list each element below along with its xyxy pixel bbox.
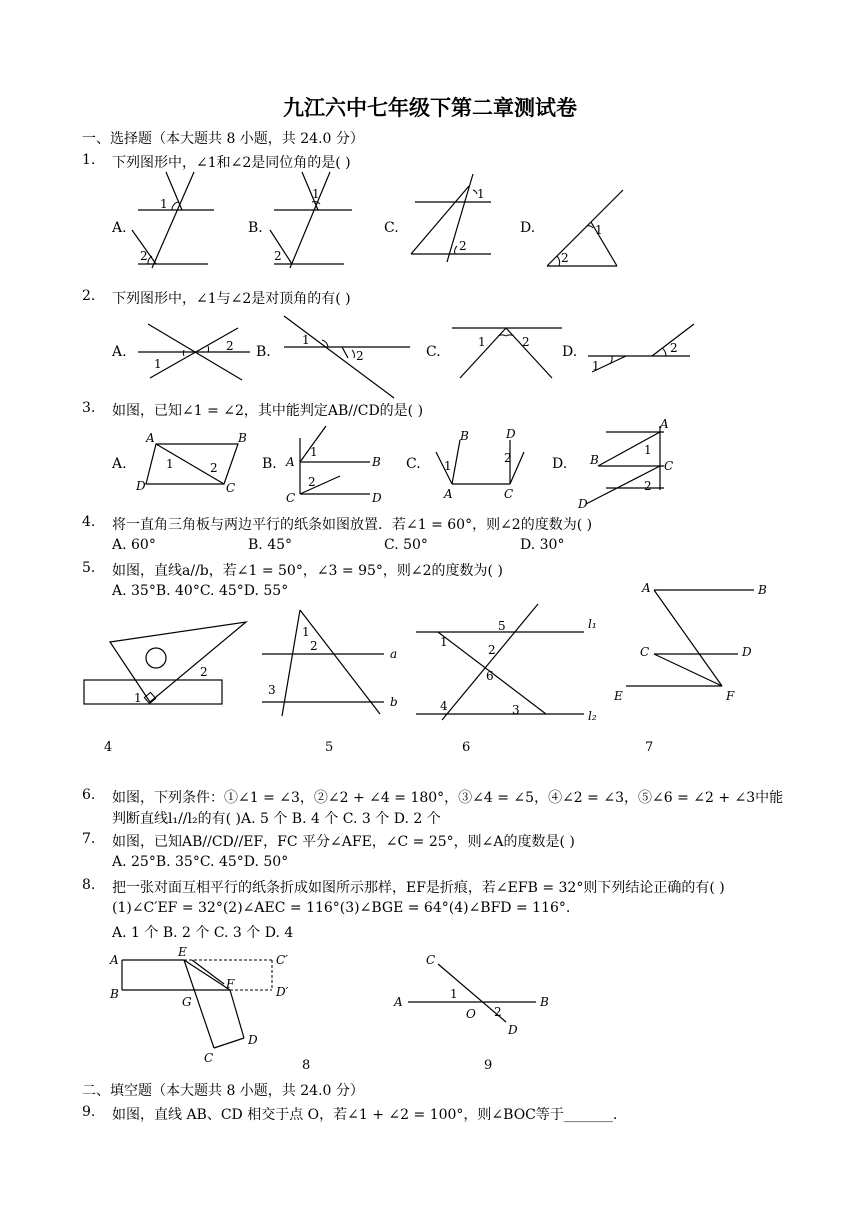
q1-option-a: A. — [112, 220, 127, 236]
fig-label: 2 — [494, 1005, 502, 1019]
fig-label: 1 — [592, 359, 600, 373]
figure-caption-6: 6 — [462, 740, 471, 755]
q3-option-c: C. — [406, 456, 421, 472]
question-8-line2: (1)∠C′EF = 32°(2)∠AEC = 116°(3)∠BGE = 64°(4)∠BFD = 116°. — [112, 900, 571, 916]
fig-label: C — [504, 487, 514, 501]
fig-label: D — [508, 1023, 518, 1037]
fig-label: 4 — [440, 699, 448, 713]
q1-option-b: B. — [248, 220, 263, 236]
fig-label: 1 — [134, 691, 142, 705]
fig-label: C — [640, 645, 650, 659]
figure-caption-5: 5 — [325, 740, 334, 755]
fig-label: 2 — [140, 249, 148, 263]
fig-label: D — [372, 491, 382, 505]
q1-option-c: C. — [384, 220, 399, 236]
fig-label: 5 — [498, 619, 506, 633]
question-1-number: 1. — [82, 152, 96, 168]
fig-label: A — [394, 995, 403, 1009]
figure-caption-9: 9 — [484, 1058, 493, 1073]
fig-label: 2 — [226, 339, 234, 353]
fig-label: 2 — [356, 349, 364, 363]
question-8-number: 8. — [82, 877, 96, 893]
fig-label: 1 — [312, 187, 320, 201]
question-3-number: 3. — [82, 400, 96, 416]
fig-label: 1 — [477, 187, 485, 201]
fig-label: A — [642, 581, 651, 595]
fig-label: b — [390, 695, 398, 709]
fig-label: C — [426, 953, 436, 967]
question-6-text: 如图，下列条件：①∠1 = ∠3，②∠2 + ∠4 = 180°，③∠4 = ∠5，④∠2 = ∠3，⑤∠6 = ∠2 + ∠3中能 — [112, 790, 784, 806]
q2-figure-d — [586, 322, 696, 374]
question-4-text: 将一直角三角板与两边平行的纸条如图放置．若∠1 = 60°，则∠2的度数为( ) — [112, 517, 593, 533]
fig-label: 2 — [488, 643, 496, 657]
fig-label: A — [110, 953, 119, 967]
q3-option-d: D. — [552, 456, 568, 472]
figure-caption-7: 7 — [645, 740, 654, 755]
fig-label: 1 — [450, 987, 458, 1001]
figure-6 — [412, 602, 608, 724]
fig-label: D — [248, 1033, 258, 1047]
q4-option-d: D. 30° — [520, 537, 565, 553]
q1-figure-d — [545, 188, 630, 270]
fig-label: B — [590, 453, 599, 467]
q2-option-c: C. — [426, 344, 441, 360]
fig-label: 1 — [440, 635, 448, 649]
fig-label: 2 — [644, 479, 652, 493]
fig-label: 1 — [478, 335, 486, 349]
q2-option-b: B. — [256, 344, 271, 360]
figure-caption-4: 4 — [104, 740, 113, 755]
fig-label: 6 — [486, 669, 494, 683]
fig-label: A — [444, 487, 453, 501]
fig-label: O — [466, 1007, 476, 1021]
question-2-text: 下列图形中，∠1与∠2是对顶角的有( ) — [112, 291, 351, 307]
q4-option-c: C. 50° — [384, 537, 428, 553]
question-7-text: 如图，已知AB//CD//EF，FC 平分∠AFE，∠C = 25°，则∠A的度数是( ) — [112, 834, 575, 850]
q3-option-b: B. — [262, 456, 277, 472]
fig-label: 1 — [302, 625, 310, 639]
fig-label: 2 — [308, 475, 316, 489]
q2-option-a: A. — [112, 344, 127, 360]
fig-label: l₂ — [588, 709, 597, 723]
q3-figure-d — [576, 418, 686, 510]
q2-figure-a — [136, 320, 252, 384]
fig-label: l₁ — [588, 617, 597, 631]
fig-label: 2 — [310, 639, 318, 653]
fig-label: C — [204, 1051, 214, 1065]
fig-label: B — [758, 583, 767, 597]
fig-label: 2 — [522, 335, 530, 349]
q1-figure-c — [405, 172, 495, 262]
fig-label: 2 — [504, 451, 512, 465]
fig-label: B — [372, 455, 381, 469]
fig-label: 1 — [166, 457, 174, 471]
figure-7 — [612, 578, 772, 704]
fig-label: C′ — [276, 953, 288, 967]
question-5-number: 5. — [82, 560, 96, 576]
fig-label: a — [390, 647, 398, 661]
fig-label: B — [110, 987, 119, 1001]
question-1-text: 下列图形中，∠1和∠2是同位角的是( ) — [112, 155, 351, 171]
fig-label: F — [726, 689, 735, 703]
section-heading-1: 一、选择题（本大题共 8 小题，共 24.0 分） — [82, 131, 364, 147]
fig-label: D′ — [276, 985, 289, 999]
fig-label: D — [742, 645, 752, 659]
q3-figure-b — [282, 424, 392, 508]
fig-label: D — [578, 497, 588, 511]
fig-label: D — [136, 479, 146, 493]
fig-label: B — [460, 429, 469, 443]
fig-label: 3 — [268, 683, 276, 697]
fig-label: E — [614, 689, 623, 703]
fig-label: 2 — [200, 665, 208, 679]
fig-label: A — [146, 431, 155, 445]
figure-4 — [82, 620, 252, 710]
q2-figure-c — [450, 324, 566, 380]
fig-label: G — [182, 995, 192, 1009]
q3-figure-c — [432, 426, 528, 502]
q2-option-d: D. — [562, 344, 578, 360]
question-8-options: A. 1 个 B. 2 个 C. 3 个 D. 4 — [112, 925, 294, 941]
fig-label: 2 — [670, 341, 678, 355]
q4-option-b: B. 45° — [248, 537, 293, 553]
q3-option-a: A. — [112, 456, 127, 472]
question-5-text: 如图，直线a//b，若∠1 = 50°，∠3 = 95°，则∠2的度数为( ) — [112, 563, 503, 579]
figure-9 — [392, 950, 558, 1042]
fig-label: 2 — [210, 461, 218, 475]
question-5-options: A. 35°B. 40°C. 45°D. 55° — [112, 583, 289, 599]
q1-option-d: D. — [520, 220, 536, 236]
question-6-line2: 判断直线l₁//l₂的有( )A. 5 个 B. 4 个 C. 3 个 D. 2 个 — [112, 811, 441, 827]
fig-label: 1 — [644, 443, 652, 457]
fig-label: A — [286, 455, 295, 469]
question-3-text: 如图，已知∠1 = ∠2，其中能判定AB//CD的是( ) — [112, 403, 424, 419]
fig-label: B — [238, 431, 247, 445]
fig-label: A — [660, 417, 669, 431]
fig-label: 2 — [561, 251, 569, 265]
question-9-text: 如图，直线 AB、CD 相交于点 O，若∠1 + ∠2 = 100°，则∠BOC等于_______. — [112, 1107, 618, 1123]
q3-figure-a — [134, 430, 252, 496]
question-6-number: 6. — [82, 787, 96, 803]
fig-label: 1 — [444, 459, 452, 473]
fig-label: C — [664, 459, 674, 473]
question-4-number: 4. — [82, 514, 96, 530]
fig-label: 1 — [595, 223, 603, 237]
question-7-number: 7. — [82, 831, 96, 847]
fig-label: 1 — [154, 357, 162, 371]
question-2-number: 2. — [82, 288, 96, 304]
fig-label: C — [286, 491, 296, 505]
fig-label: D — [506, 427, 516, 441]
q2-figure-b — [282, 314, 412, 400]
section-heading-2: 二、填空题（本大题共 8 小题，共 24.0 分） — [82, 1083, 364, 1099]
fig-label: 2 — [459, 239, 467, 253]
page-title: 九江六中七年级下第二章测试卷 — [283, 95, 577, 120]
q1-figure-a — [130, 170, 220, 270]
figure-5 — [260, 606, 406, 716]
question-8-text: 把一张对面互相平行的纸条折成如图所示那样，EF是折痕，若∠EFB = 32°则下列结论正确的有( ) — [112, 880, 725, 896]
fig-label: F — [226, 977, 235, 991]
figure-caption-8: 8 — [302, 1058, 311, 1073]
fig-label: B — [540, 995, 549, 1009]
fig-label: 1 — [160, 197, 168, 211]
q4-option-a: A. 60° — [112, 537, 156, 553]
fig-label: 1 — [302, 333, 310, 347]
question-7-options: A. 25°B. 35°C. 45°D. 50° — [112, 854, 289, 870]
question-9-number: 9. — [82, 1104, 96, 1120]
fig-label: E — [178, 945, 187, 959]
fig-label: 2 — [274, 249, 282, 263]
q1-figure-b — [268, 170, 358, 270]
fig-label: C — [226, 481, 236, 495]
figure-8 — [106, 944, 298, 1066]
fig-label: 3 — [512, 703, 520, 717]
fig-label: 1 — [310, 445, 318, 459]
